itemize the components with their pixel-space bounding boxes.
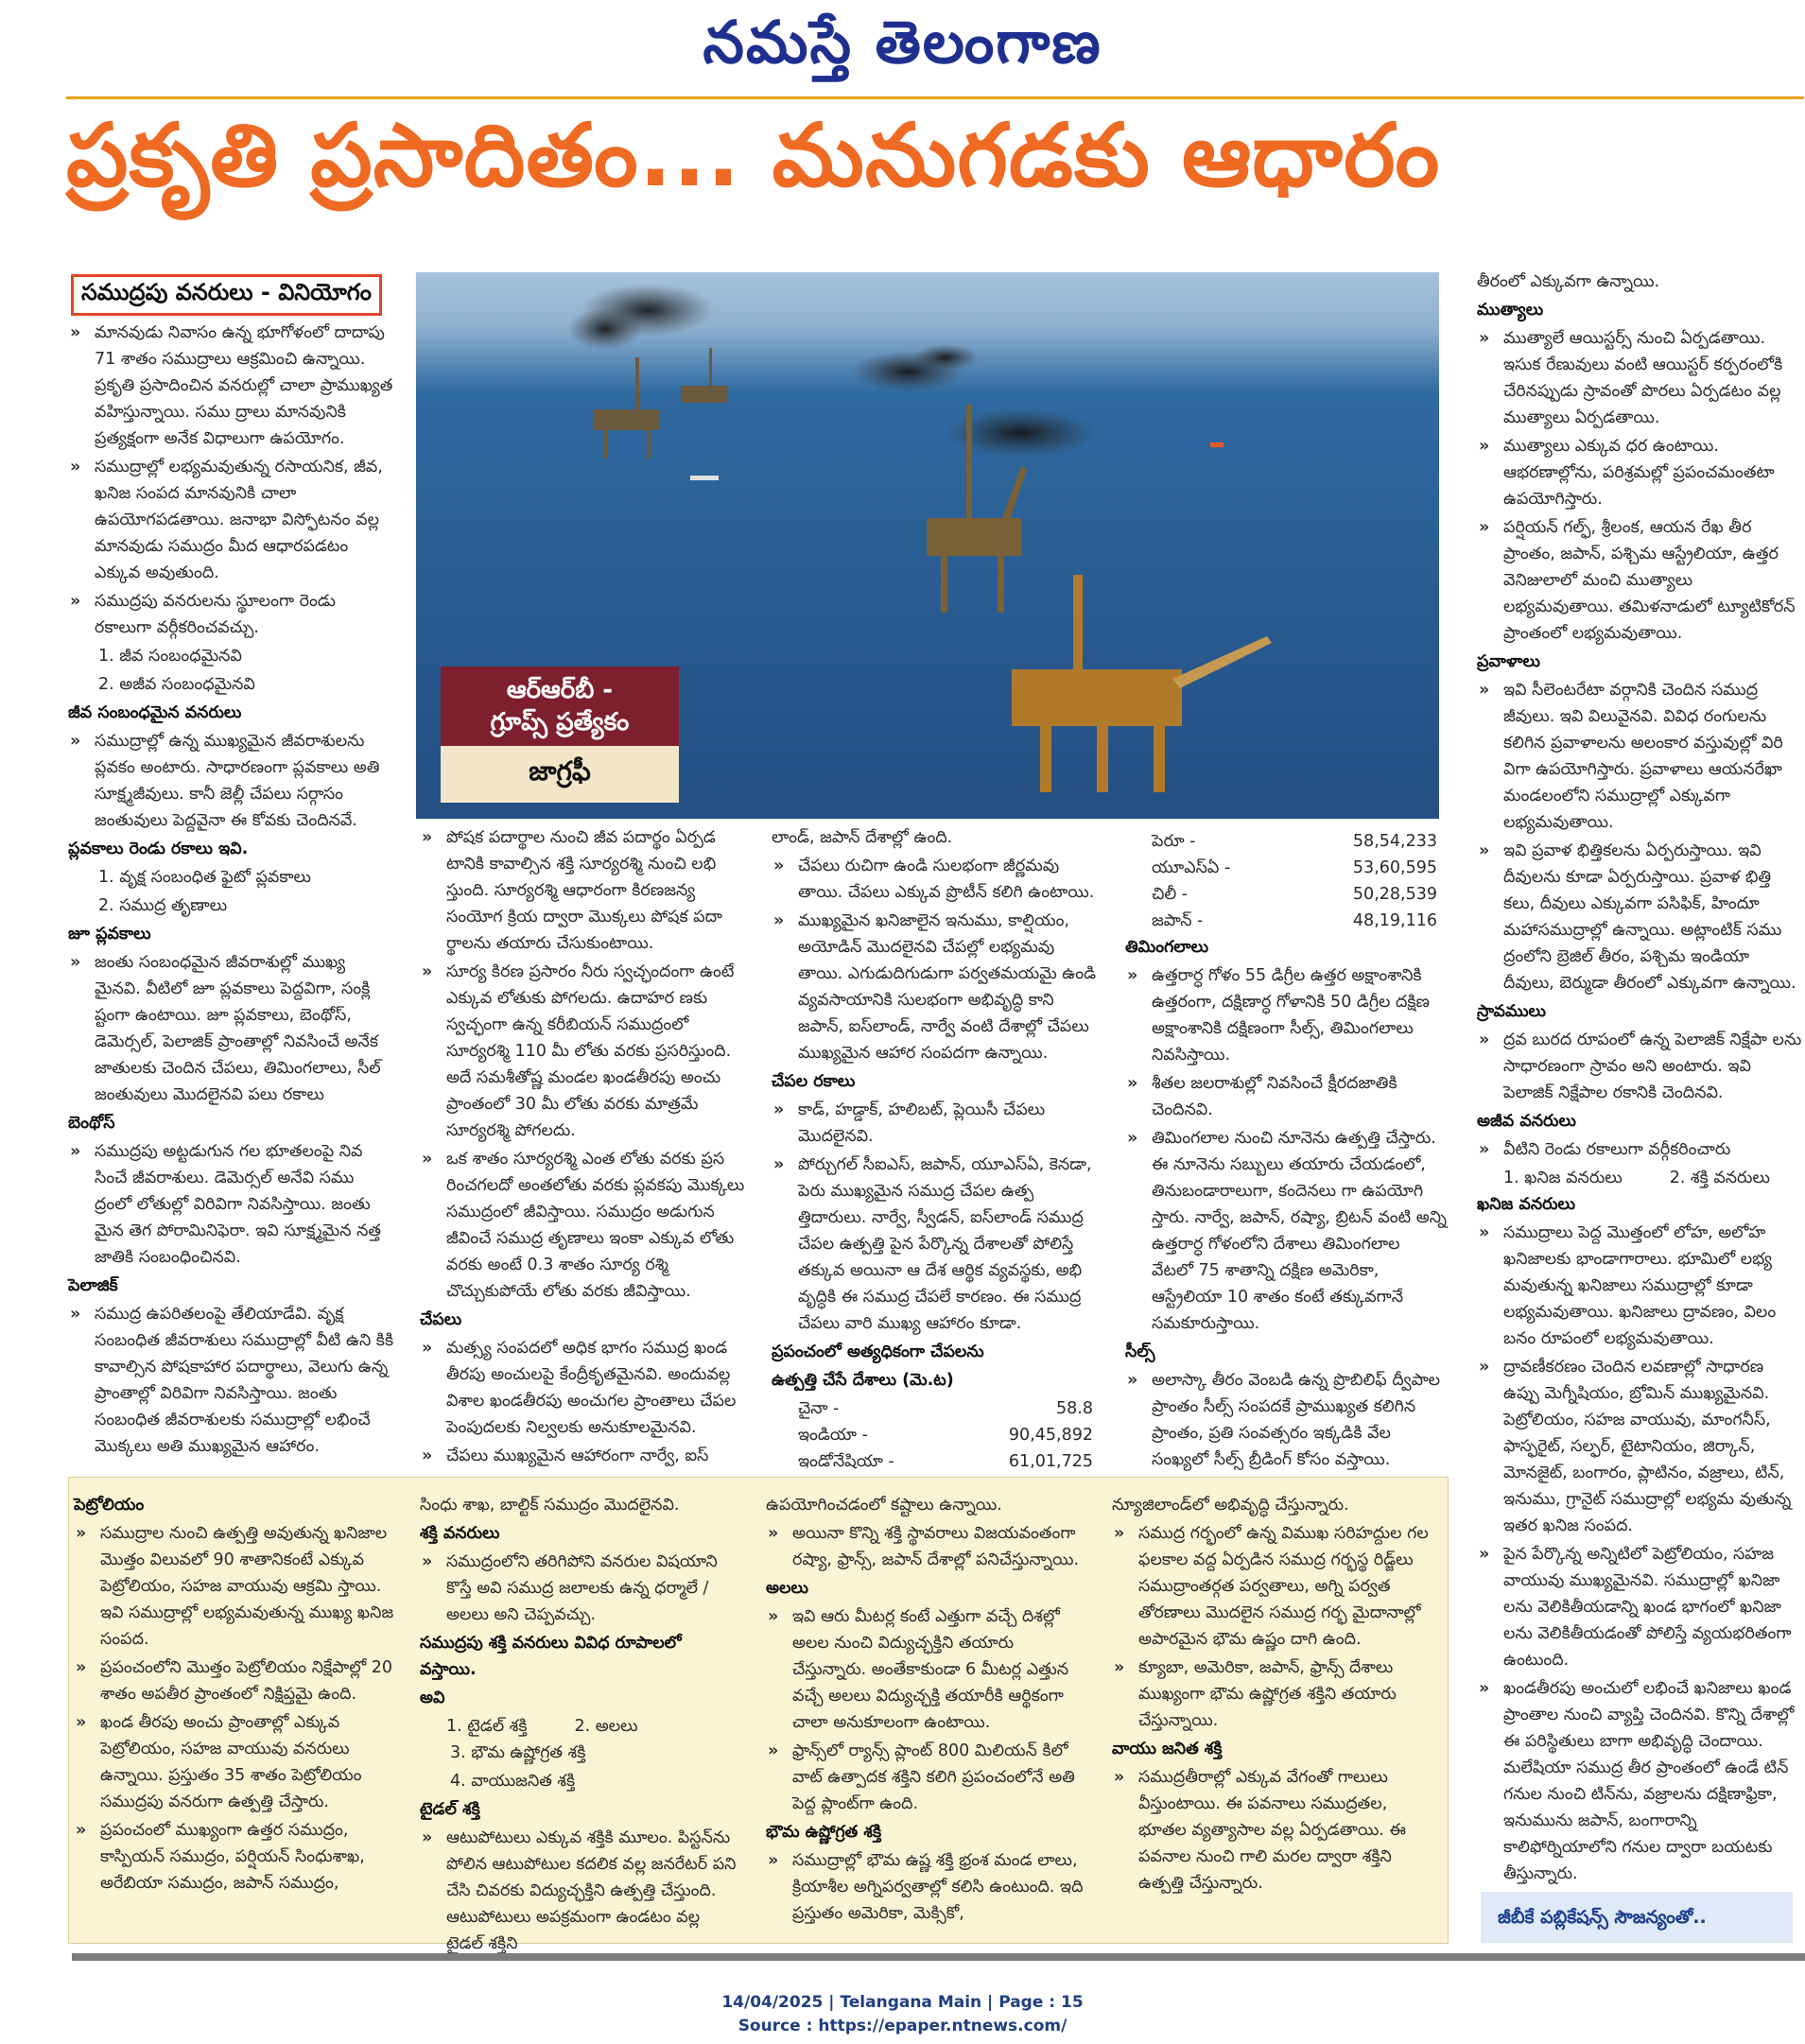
article-column-3 xyxy=(772,824,1102,1471)
paragraph: న్యూజిలాండ్‌లో అభివృద్ధి చేస్తున్నారు. xyxy=(1112,1496,1349,1515)
subheading: ప్లవకాలు రెండు రకాలు ఇవి. xyxy=(68,840,249,858)
row-label: 1. టైడల్ శక్తి xyxy=(446,1717,528,1736)
subheading: భౌమ ఉష్ణోగ్రత శక్తి xyxy=(766,1823,882,1842)
subheading: సీల్స్ xyxy=(1125,1342,1155,1361)
numbered-item: 1. జీవ సంబంధమైనవి xyxy=(98,647,242,666)
page-headline: ప్రకృతి ప్రసాదితం... మనుగడకు ఆధారం xyxy=(66,105,1441,206)
subheading: జీవ సంబంధమైన వనరులు xyxy=(68,703,242,722)
subheading: వాయు జనిత శక్తి xyxy=(1112,1740,1223,1758)
bullet-paragraph: » ఇవి ప్రవాళ భిత్తికలను ఏర్పరుస్తాయి. ఇవి దీవులను కూడా ఏర్పరుస్తాయి. ప్రవాళ భిత్తి కలు, దీవులు ఎక్కువగా పసిఫిక్, హిందూ మహాసముద్రాల్లో ఉన్నాయి. అట్లాంటిక్ సము ద్రంలోని బ్రెజిల్ తీరం, పశ్చిమ ఇండియా దీవులు, బెర్ముడా తీరంలో ఎక్కువగా ఉన్నాయి. xyxy=(1477,838,1802,996)
row-label: జపాన్ - xyxy=(1152,911,1204,930)
row-label: ఇండియా - xyxy=(798,1426,868,1445)
bullet-paragraph: » సముద్రాలు పెద్ద మొత్తంలో లోహ, అలోహ ఖనిజాలకు భాండాగారాలు. భూమిలో లభ్య మవుతున్న ఖనిజాలు సముద్రాల్లో కూడా లభ్యమవుతాయి. ఖనిజాలు ద్రావణం, విలం బనం రూపంలో లభ్యమవుతాయి. xyxy=(1477,1220,1802,1352)
bullet-paragraph: » ద్రావణీకరణం చెందిన లవణాల్లో సాధారణ ఉప్పు మెగ్నీషియం, బ్రోమిన్ ముఖ్యమైనవి. పెట్రోలియం, సహజ వాయువు, మాంగనీస్, ఫాస్ఫరైట్, సల్ఫర్, టైటానియం, జిర్కాన్, మోనజైట్, బంగారం, ప్లాటినం, వజ్రాలు, టిన్, ఇనుము, గ్రానైట్ సముద్రాల్లో లభ్యమ వుతున్న ఇతర ఖనిజ సంపద. xyxy=(1477,1354,1802,1539)
numbered-item: 3. భౌమ ఉష్ణోగ్రత శక్తి xyxy=(450,1743,586,1762)
bullet-paragraph: » ఖండతీరపు అంచులో లభించే ఖనిజాలు ఖండ ప్రాంతాల నుంచి వ్యాప్తి చెందినవి. కొన్ని దేశాల్లో ఈ పరిస్థితులు బాగా అభివృద్ధి చెందాయి. మలేషియా సముద్ర తీర ప్రాంతంలో ఉండే టిన్ గనుల నుంచి టిన్‌ను, వజ్రాలను దక్షిణాఫ్రికా, ఇనుమును జపాన్, బంగారాన్ని కాలిఫోర్నియాలోని గనుల ద్వారా బయటకు తీస్తున్నారు. xyxy=(1477,1675,1802,1887)
bullet-paragraph: » పర్షియన్ గల్ఫ్, శ్రీలంక, ఆయన రేఖ తీర ప్రాంతం, జపాన్, పశ్చిమ ఆస్ట్రేలియా, ఉత్తర వెనిజులాలో మంచి ముత్యాలు లభ్యమవుతాయి. తమిళనాడులో ట్యూటికోరన్ ప్రాంతంలో లభ్యమవుతాయి. xyxy=(1477,514,1802,647)
data-table-row xyxy=(772,1395,1102,1422)
subheading: ఖనిజ వనరులు xyxy=(1477,1195,1576,1214)
bullet-paragraph: » ద్రవ బురద రూపంలో ఉన్న పెలాజిక్ నిక్షేపా లను సాధారణంగా స్రావం అని అంటారు. ఇవి పెలాజిక్ నిక్షేపాల రకానికి చెందినవి. xyxy=(1477,1027,1802,1106)
numbered-pair xyxy=(1477,1165,1802,1191)
box-column-2 xyxy=(420,1492,741,1953)
subheading: తిమింగలాలు xyxy=(1125,938,1209,957)
article-column-5 xyxy=(1477,268,1802,1883)
row-value: 61,01,725 xyxy=(1008,1452,1093,1471)
row-label: 1. ఖనిజ వనరులు xyxy=(1503,1169,1623,1187)
bullet-paragraph: » జంతు సంబంధమైన జీవరాశుల్లో ముఖ్య మైనవి. వీటిలో జూ ప్లవకాలు పెద్దవిగా, సంక్లి ష్టంగా ఉంటాయి. జూ ప్లవకాలు, బెంథోస్, డెమెర్సల్, పెలాజిక్ ప్రాంతాల్లో నివసించే అనేక జాతులకు చెందిన చేపలు, తిమింగలాలు, సీల్ జంతువులు మొదలైనవి పలు రకాలు xyxy=(68,949,394,1108)
subheading: బెంథోస్ xyxy=(68,1114,115,1133)
series-credit-subject: జాగ్రఫీ xyxy=(441,746,679,803)
bullet-paragraph: » సూర్య కిరణ ప్రసారం నీరు స్వచ్ఛందంగా ఉంటే ఎక్కువ లోతుకు పోగలదు. ఉదాహర ణకు స్వచ్ఛంగా ఉన్న కరీబియన్ సముద్రంలో సూర్యరశ్మి 110 మీ లోతు వరకు ప్రసరిస్తుంది. అదే సమశీతోష్ణ మండల ఖండతీరపు అంచు ప్రాంతంలో 30 మీ లోతు వరకు మాత్రమే సూర్యరశ్మి పోగలదు. xyxy=(420,959,751,1144)
article-column-1 xyxy=(68,320,394,1464)
numbered-pair xyxy=(420,1713,741,1740)
paragraph: ఉపయోగించడంలో కష్టాలు ఉన్నాయి. xyxy=(766,1496,1002,1515)
row-value: 2. శక్తి వనరులు xyxy=(1669,1169,1770,1187)
subheading: అజీవ వనరులు xyxy=(1477,1112,1576,1131)
subheading: అవి xyxy=(420,1689,445,1707)
paragraph: తీరంలో ఎక్కువగా ఉన్నాయి. xyxy=(1477,272,1660,291)
subheading: పెట్రోలియం xyxy=(74,1496,145,1515)
subheading: టైడల్ శక్తి xyxy=(420,1800,480,1819)
bullet-paragraph: » సముద్రాల్లో లభ్యమవుతున్న రసాయనిక, జీవ, ఖనిజ సంపద మానవునికి చాలా ఉపయోగపడతాయి. జనాభా విస్ఫోటనం వల్ల మానవుడు సముద్రం మీద ఆధారపడటం ఎక్కువ అవుతుంది. xyxy=(68,454,394,586)
paragraph: సింధు శాఖ, బాల్టిక్ సముద్రం మొదలైనవి. xyxy=(420,1496,680,1515)
row-label: చిలీ - xyxy=(1152,885,1189,904)
footer-source-link[interactable]: Source : https://epaper.ntnews.com/ xyxy=(738,2017,1067,2035)
subheading: ప్రపంచంలో అత్యధికంగా చేపలను xyxy=(772,1342,984,1361)
bullet-paragraph: » సముద్రంలోని తరిగిపోని వనరుల విషయాని కొస్తే అవి సముద్ర జలాలకు ఉన్న ధర్మాలే / అలలు అని చెప్పవచ్చు. xyxy=(420,1549,741,1628)
subheading: ఉత్పత్తి చేసే దేశాలు (మె.ట) xyxy=(772,1371,954,1390)
row-value: 58,54,233 xyxy=(1352,832,1437,851)
row-value: 58.8 xyxy=(1056,1399,1093,1418)
series-credit-line-2: గ్రూప్స్ ప్రత్యేకం xyxy=(490,708,630,736)
bullet-paragraph: » కాడ్, హడ్డాక్, హలిబట్, ప్లెయిసీ చేపలు మొదలైనవి. xyxy=(772,1097,1102,1150)
subheading: సముద్రపు శక్తి వనరులు వివిధ రూపాలలో వస్తాయి. xyxy=(420,1634,682,1679)
row-value: 90,45,892 xyxy=(1008,1426,1093,1445)
numbered-item: 4. వాయుజనిత శక్తి xyxy=(450,1772,576,1791)
bullet-paragraph: » పోషక పదార్థాల నుంచి జీవ పదార్థం ఏర్పడ టానికి కావాల్సిన శక్తి సూర్యరశ్మి నుంచి లభి స్తుంది. సూర్యరశ్మి ఆధారంగా కిరణజన్య సంయోగ క్రియ ద్వారా మొక్కలు పోషక పదా ర్థాలను తయారు చేసుకుంటాయి. xyxy=(420,824,751,957)
bullet-paragraph: » ఇవి ఆరు మీటర్ల కంటే ఎత్తుగా వచ్చే దిశల్లో అలల నుంచి విద్యుచ్ఛక్తిని తయారు చేస్తున్నారు. అంతేకాకుండా 6 మీటర్ల ఎత్తున వచ్చే అలలు విద్యుచ్ఛక్తి తయారీకి ఆర్థికంగా చాలా అనుకూలంగా ఉంటాయి. xyxy=(766,1603,1089,1736)
paragraph: లాండ్, జపాన్ దేశాల్లో ఉంది. xyxy=(772,828,953,847)
row-label: చైనా - xyxy=(798,1399,840,1418)
newspaper-masthead: నమస్తే తెలంగాణ xyxy=(703,8,1102,77)
bullet-paragraph: » ఉత్తరార్ధ గోళం 55 డిగ్రీల ఉత్తర అక్షాంశానికి ఉత్తరంగా, దక్షిణార్ధ గోళానికి 50 డిగ్రీల దక్షిణ అక్షాంశానికి దక్షిణంగా సీల్స్, తిమింగలాలు నివసిస్తాయి. xyxy=(1125,962,1447,1068)
bullet-paragraph: » ఫ్రాన్స్‌లో ర్యాన్స్ ప్లాంట్ 800 మిలియన్ కిలో వాట్ ఉత్పాదక శక్తిని కలిగి ప్రపంచంలోనే అతి పెద్ద ప్లాంట్‌గా ఉంది. xyxy=(766,1738,1089,1817)
row-value: 53,60,595 xyxy=(1352,858,1437,877)
series-credit-header xyxy=(441,667,679,746)
bullet-paragraph: » పోర్చుగల్ సీఐఎస్, జపాన్, యూఎస్ఏ, కెనడా, పెరు ముఖ్యమైన సముద్ర చేపల ఉత్ప త్తిదారులు. నార్వే, స్వీడన్, ఐస్‌లాండ్ సముద్ర చేపల ఉత్పత్తి పైన పేర్కొన్న దేశాలతో పోలిస్తే తక్కువ అయినా ఆ దేశ ఆర్థిక వ్యవస్థకు, అభి వృద్ధికి ఈ సముద్ర చేపలే కారణం. ఈ సముద్ర చేపలు వారి ముఖ్య ఆహారం కూడా. xyxy=(772,1152,1102,1337)
box-column-1 xyxy=(74,1492,397,1936)
data-table-row xyxy=(1125,908,1447,934)
subheading: అలలు xyxy=(766,1579,808,1598)
data-table-row xyxy=(772,1422,1102,1448)
bullet-paragraph: » మత్స్య సంపదలో అధిక భాగం సముద్ర ఖండ తీరపు అంచులపై కేంద్రీకృతమైనవి. అందువల్ల విశాల ఖండతీరపు అంచుగల ప్రాంతాలు చేపల పెంపుదలకు నిల్వలకు అనుకూలమైనవి. xyxy=(420,1335,751,1441)
numbered-item: 2. సముద్ర తృణాలు xyxy=(98,896,228,915)
bullet-paragraph: » సముద్రతీరాల్లో ఎక్కువ వేగంతో గాలులు వీస్తుంటాయి. ఈ పవనాలు సముద్రతల, భూతల వ్యత్యాసాల వల్ల ఏర్పడతాయి. ఈ పవనాల నుంచి గాలి మరల ద్వారా శక్తిని ఉత్పత్తి చేస్తున్నారు. xyxy=(1112,1764,1438,1897)
bullet-paragraph: » ఆటుపోటులు ఎక్కువ శక్తికి మూలం. పిస్టన్‌ను పోలిన ఆటుపోటుల కదలిక వల్ల జనరేటర్ పని చేసి చివరకు విద్యుచ్ఛక్తిని ఉత్పత్తి చేస్తుంది. ఆటుపోటులు అపక్రమంగా ఉండటం వల్ల టైడల్ శక్తిని xyxy=(420,1825,741,1957)
bullet-paragraph: » ఒక శాతం సూర్యరశ్మి ఎంత లోతు వరకు ప్రస రించగలదో అంతలోతు వరకు ప్లవకపు మొక్కలు సముద్రంలో జీవిస్తాయి. సముద్రం అడుగున జీవించే సముద్ర తృణాలు ఇంకా ఎక్కువ లోతు వరకు అంటే 0.3 శాతం సూర్య రశ్మి చొచ్చుకుపోయే లోతు వరకు జీవిస్తాయి. xyxy=(420,1146,751,1305)
bullet-paragraph: » పైన పేర్కొన్న అన్నిటిలో పెట్రోలియం, సహజ వాయువు ముఖ్యమైనవి. సముద్రాల్లో ఖనిజా లను వెలికితీయడాన్ని ఖండ భాగంలో ఖనిజా లను వెలికితీయడంతో పోలిస్తే వ్యయభరితంగా ఉంటుంది. xyxy=(1477,1541,1802,1673)
bullet-paragraph: » అలాస్కా తీరం వెంబడి ఉన్న ప్రొబిలిఫ్ ద్వీపాల ప్రాంతం సీల్స్ సంపదకే ప్రాముఖ్యత కలిగిన ప్రాంతం, ప్రతి సంవత్సరం ఇక్కడికి వేల సంఖ్యలో సీల్స్ బ్రీడింగ్ కోసం వస్తాయి. xyxy=(1125,1367,1447,1499)
data-table-row xyxy=(1125,828,1447,855)
numbered-item: 1. వృక్ష సంబంధిత ఫైటో ప్లవకాలు xyxy=(98,868,311,887)
bottom-rule xyxy=(72,1953,1805,1961)
bullet-paragraph: » సముద్రాల నుంచి ఉత్పత్తి అవుతున్న ఖనిజాల మొత్తం విలువలో 90 శాతానికంటే ఎక్కువ పెట్రోలియం, సహజ వాయువు ఆక్రమి స్తాయి. ఇవి సముద్రాల్లో లభ్యమవుతున్న ముఖ్య ఖనిజ సంపద. xyxy=(74,1520,397,1653)
row-value: 48,19,116 xyxy=(1352,911,1437,930)
row-value: 50,28,539 xyxy=(1352,885,1437,904)
section-tag: సముద్రపు వనరులు - వినియోగం xyxy=(71,274,382,316)
bullet-paragraph: » క్యూబా, అమెరికా, జపాన్, ఫ్రాన్స్ దేశాలు ముఖ్యంగా భౌమ ఉష్ణోగ్రత శక్తిని తయారు చేస్తున్నాయి. xyxy=(1112,1654,1438,1734)
courtesy-note: జీబీకే పబ్లికేషన్స్ సౌజన్యంతో.. xyxy=(1481,1892,1793,1943)
box-column-4 xyxy=(1112,1492,1438,1936)
box-column-3 xyxy=(766,1492,1089,1936)
data-table-row xyxy=(1125,881,1447,908)
bullet-paragraph: » శీతల జలరాశుల్లో నివసించే క్షీరదజాతికి చెందినవి. xyxy=(1125,1070,1447,1123)
subheading: శక్తి వనరులు xyxy=(420,1524,500,1543)
bullet-paragraph: » సముద్ర గర్భంలో ఉన్న విముఖ సరిహద్దుల గల ఫలకాల వద్ద ఏర్పడిన సముద్ర గర్భస్థ రిడ్జ్‌లు సముద్రాంతర్గత పర్వతాలు, అగ్ని పర్వత తోరణాలు మొదలైన సముద్ర గర్భ మైదానాల్లో అపారమైన భౌమ ఉష్ణం దాగి ఉంది. xyxy=(1112,1520,1438,1653)
row-value: 2. అలలు xyxy=(574,1717,638,1736)
bullet-paragraph: » చేపలు ముఖ్యమైన ఆహారంగా నార్వే, ఐస్ xyxy=(420,1443,751,1469)
subheading: చేపల రకాలు xyxy=(772,1072,856,1091)
data-table-row xyxy=(772,1448,1102,1475)
data-table-row xyxy=(1125,855,1447,881)
bullet-paragraph: » ప్రపంచంలోని మొత్తం పెట్రోలియం నిక్షేపాల్లో 20 శాతం అపతీర ప్రాంతంలో నిక్షిప్తమై ఉంది. xyxy=(74,1654,397,1707)
bullet-paragraph: » సముద్రాల్లో భౌమ ఉష్ణ శక్తి భ్రంశ మండ లాలు, క్రియాశీల అగ్నిపర్వతాల్లో కలిసి ఉంటుంది. ఇది ప్రస్తుతం అమెరికా, మెక్సికో, xyxy=(766,1847,1089,1927)
row-label: యూఎస్ఏ - xyxy=(1152,858,1231,877)
page-footer xyxy=(0,1991,1805,2038)
bullet-paragraph: » సముద్రపు అట్టడుగున గల భూతలంపై నివ సించే జీవరాశులు. డెమెర్సల్ అనేవి సము ద్రంలో లోతుల్లో విరివిగా నివసిస్తాయి. జంతు మైన తెగ పోరామినిఫెరా. ఇవి సూక్ష్మమైన నత్త జాతికి సంబంధించినవి. xyxy=(68,1138,394,1271)
bullet-paragraph: » తిమింగలాల నుంచి నూనెను ఉత్పత్తి చేస్తారు. ఈ నూనెను సబ్బులు తయారు చేయడంలో, తినుబండారాలుగా, కందెనలు గా ఉపయోగి స్తారు. నార్వే, జపాన్, రష్యా, బ్రిటన్ వంటి అన్ని ఉత్తరార్ధ గోళంలోని దేశాలు తిమింగలాల వేటలో 75 శాతాన్ని దక్షిణ అమెరికా, ఆస్ట్రేలియా 10 శాతం కంటే తక్కువగానే సమకూరుస్తాయి. xyxy=(1125,1125,1447,1337)
bullet-paragraph: » ముత్యాలు ఎక్కువ ధర ఉంటాయి. ఆభరణాల్లోను, పరిశ్రమల్లో ప్రపంచమంతటా ఉపయోగిస్తారు. xyxy=(1477,433,1802,512)
bullet-paragraph: » సముద్రాల్లో ఉన్న ముఖ్యమైన జీవరాశులను ప్లవకం అంటారు. సాధారణంగా ప్లవకాలు అతి సూక్ష్మజీవులు. కానీ జెల్లీ చేపలు సర్గాసం జంతువులు పెద్దవైనా ఈ కోవకు చెందినవే. xyxy=(68,728,394,834)
subheading: ప్రవాళాలు xyxy=(1477,652,1540,671)
bullet-paragraph: » మానవుడు నివాసం ఉన్న భూగోళంలో దాదాపు 71 శాతం సముద్రాలు ఆక్రమించి ఉన్నాయి. ప్రకృతి ప్రసాదించిన వనరుల్లో చాలా ప్రాముఖ్యత వహిస్తున్నాయి. సము ద్రాలు మానవునికి ప్రత్యక్షంగా అనేక విధాలుగా ఉపయోగం. xyxy=(68,320,394,452)
bullet-paragraph: » ముఖ్యమైన ఖనిజాలైన ఇనుము, కాల్షియం, అయోడిన్ మొదలైనవి చేపల్లో లభ్యమవు తాయి. ఎగుడుదిగుడుగా పర్వతమయమై ఉండి వ్యవసాయానికి సులభంగా అభివృద్ధి కాని జపాన్, ఐస్‌లాండ్, నార్వే వంటి దేశాల్లో చేపలు ముఖ్యమైన ఆహార సంపదగా ఉన్నాయి. xyxy=(772,908,1102,1066)
article-column-2 xyxy=(420,824,751,1464)
subheading: పెలాజిక్ xyxy=(68,1276,118,1295)
bullet-paragraph: » సముద్రపు వనరులను స్థూలంగా రెండు రకాలుగా వర్గీకరించవచ్చు. xyxy=(68,588,394,641)
masthead-rule xyxy=(66,96,1804,99)
row-label: పెరూ - xyxy=(1152,832,1196,851)
bullet-paragraph: » ప్రపంచంలో ముఖ్యంగా ఉత్తర సముద్రం, కాస్పియన్ సముద్రం, పర్షియన్ సింధుశాఖ, అరేబియా సముద్రం, జపాన్ సముద్రం, xyxy=(74,1817,397,1897)
bullet-paragraph: » సముద్ర ఉపరితలంపై తేలియాడేవి. వృక్ష సంబంధిత జీవరాశులు సముద్రాల్లో వీటి ఉని కికి కావాల్సిన పోషకాహార పదార్థాలు, వెలుగు ఉన్న ప్రాంతాల్లో విరివిగా నివసిస్తాయి. జంతు సంబంధిత జీవరాశులకు సముద్రాల్లో లభించే మొక్కలు అతి ముఖ్యమైన ఆహారం. xyxy=(68,1301,394,1460)
bullet-paragraph: » వీటిని రెండు రకాలుగా వర్గీకరించారు xyxy=(1477,1136,1802,1163)
bullet-paragraph: » అయినా కొన్ని శక్తి స్థావరాలు విజయవంతంగా రష్యా, ఫ్రాన్స్, జపాన్ దేశాల్లో పనిచేస్తున్నాయి. xyxy=(766,1520,1089,1573)
article-column-4 xyxy=(1125,828,1447,1469)
subheading: జూ ప్లవకాలు xyxy=(68,925,151,944)
row-label: ఇండోనేషియా - xyxy=(798,1452,894,1471)
bullet-paragraph: » ఇవి సీలెంటరేటా వర్గానికి చెందిన సముద్ర జీవులు. ఇవి విలువైనవి. వివిధ రంగులను కలిగిన ప్రవాళాలను అలంకార వస్తువుల్లో విరి విగా ఉపయోగిస్తారు. ప్రవాళాలు ఆయనరేఖా మండలంలోని సముద్రాల్లో ఎక్కువగా లభ్యమవుతాయి. xyxy=(1477,677,1802,836)
footer-date-page: 14/04/2025 | Telangana Main | Page : 15 xyxy=(721,1993,1084,2012)
bullet-paragraph: » ముత్యాలే ఆయిస్టర్స్ నుంచి ఏర్పడతాయి. ఇసుక రేణువులు వంటి ఆయిస్టర్ కర్పరంలోకి చేరినప్పుడు స్రావంతో పొరలు ఏర్పడటం వల్ల ముత్యాలు ఏర్పడతాయి. xyxy=(1477,325,1802,431)
bullet-paragraph: » చేపలు రుచిగా ఉండి సులభంగా జీర్ణమవు తాయి. చేపలు ఎక్కువ ప్రొటీన్ కలిగి ఉంటాయి. xyxy=(772,853,1102,906)
subheading: చేపలు xyxy=(420,1310,462,1329)
bullet-paragraph: » ఖండ తీరపు అంచు ప్రాంతాల్లో ఎక్కువ పెట్రోలియం, సహజ వాయువు వనరులు ఉన్నాయి. ప్రస్తుతం 35 శాతం పెట్రోలియం సముద్రపు వనరుగా ఉత్పత్తి చేస్తారు. xyxy=(74,1709,397,1815)
series-credit-box xyxy=(441,667,679,803)
subheading: స్రావములు xyxy=(1477,1002,1546,1021)
subheading: ముత్యాలు xyxy=(1477,301,1544,320)
series-credit-line-1: ఆర్‌ఆర్‌బీ - xyxy=(506,676,614,704)
numbered-item: 2. అజీవ సంబంధమైనవి xyxy=(98,675,255,694)
